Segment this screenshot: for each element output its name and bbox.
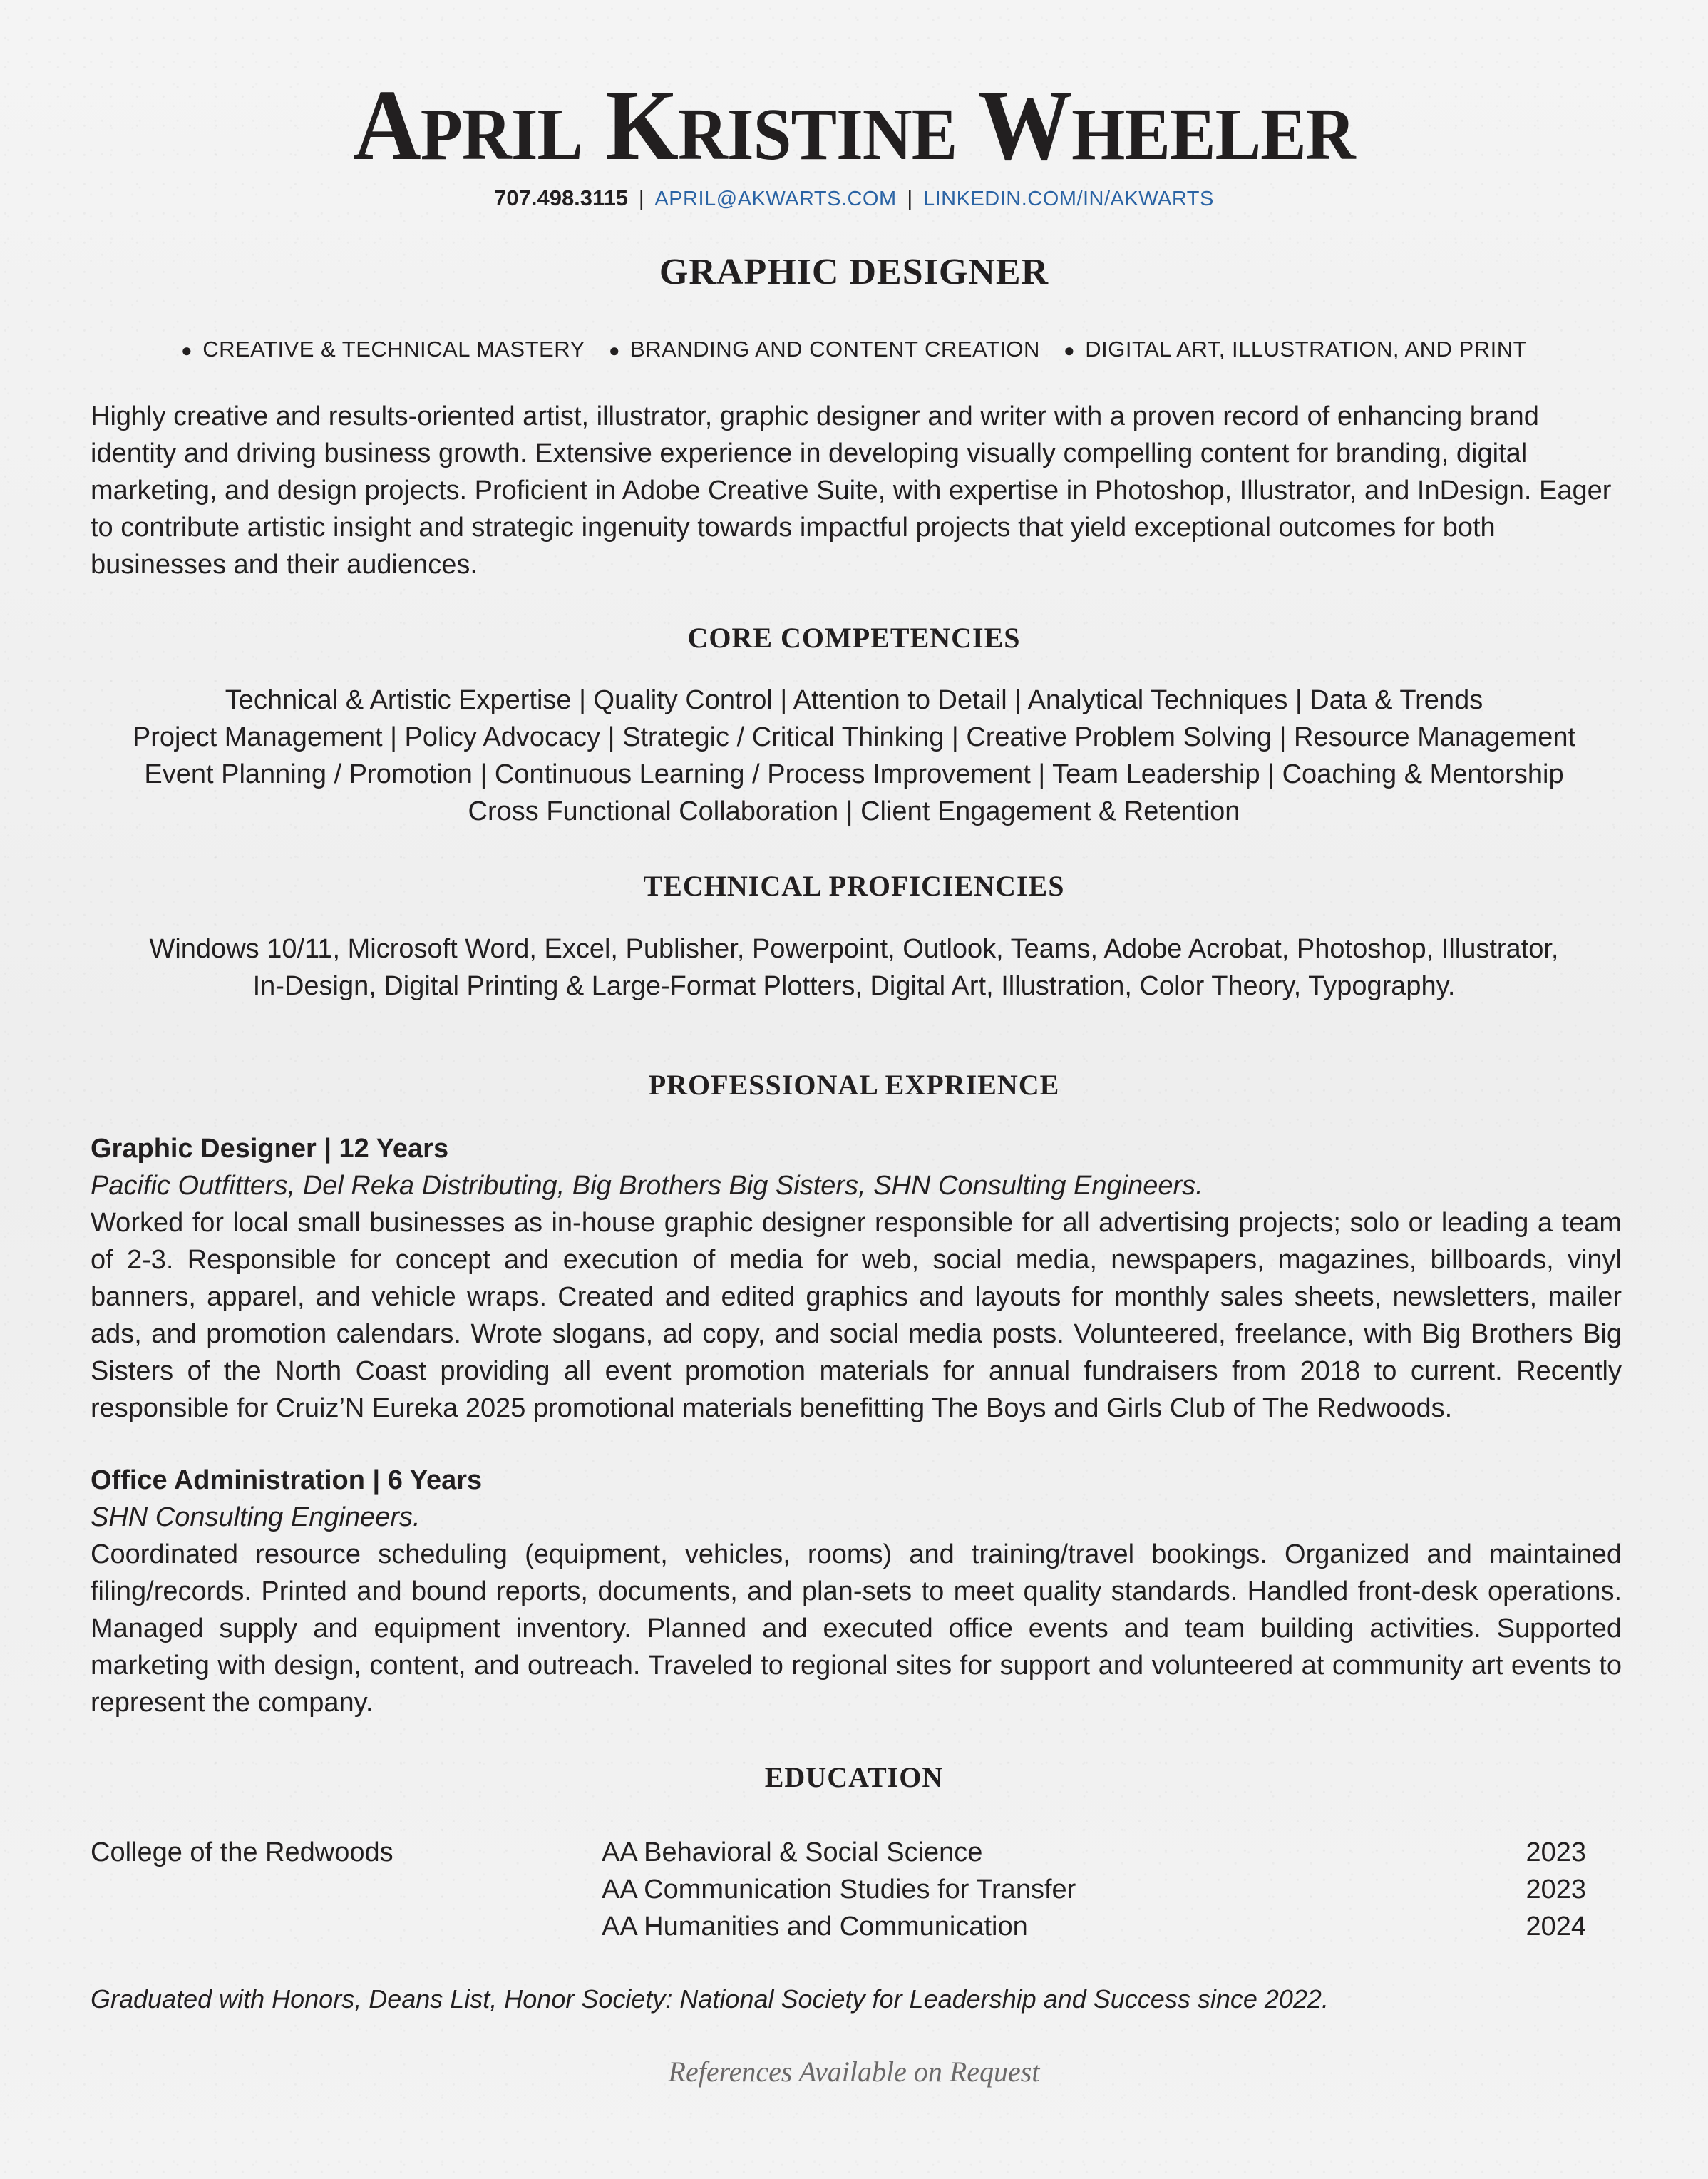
education-heading: EDUCATION: [764, 1761, 944, 1793]
experience-title: Graphic Designer | 12 Years: [91, 1134, 449, 1164]
experience-description: Worked for local small businesses as in-house graphic designer responsible for all advertising projects; solo or leading a team of 2-3. Responsible for concept and execution of media for web, social media, newspapers, magazines, billboards, vinyl banners, apparel, and vehicle wraps. Created and edited graphics and layouts for monthly sales sheets, newsletters, mailer ads, and promotion calendars. Wrote slogans, ad copy, and social media posts. Volunteered, freelance, with Big Brothers Big Sisters of the North Coast providing all event promotion materials for annual fundraisers from 2018 to current. Recently responsible for Cruiz’N Eureka 2025 promotional materials benefitting The Boys and Girls Club of The Redwoods.: [91, 1208, 1622, 1423]
competency-line: Technical & Artistic Expertise | Quality Control | Attention to Detail | Analytical Techniques | Data & Trends: [225, 685, 1483, 715]
education-row: [91, 1908, 1586, 1945]
experience-heading: PROFESSIONAL EXPRIENCE: [648, 1069, 1060, 1101]
experience-companies: Pacific Outfitters, Del Reka Distributing, Big Brothers Big Sisters, SHN Consulting Engineers.: [91, 1171, 1203, 1201]
specialty-item: ● BRANDING AND CONTENT CREATION: [608, 337, 1040, 362]
bullet-icon: ●: [1064, 339, 1076, 361]
education-year: 2024: [1526, 1912, 1586, 1942]
references-note: References Available on Request: [668, 2056, 1040, 2088]
technical-proficiencies-heading: TECHNICAL PROFICIENCIES: [643, 870, 1065, 902]
experience-entry-graphic-designer: [91, 1130, 1622, 1427]
bullet-icon: ●: [608, 339, 621, 361]
competency-line: Cross Functional Collaboration | Client Engagement & Retention: [468, 796, 1240, 826]
education-row: [91, 1834, 1586, 1871]
summary-paragraph: Highly creative and results-oriented artist, illustrator, graphic designer and writer with a proven record of enhancing brand identity and driving business growth. Extensive experience in developing visually compelling content for branding, digital marketing, and design projects. Proficient in Adobe Creative Suite, with expertise in Photoshop, Illustrator, and InDesign. Eager to contribute artistic insight and strategic ingenuity towards impactful projects that yield exceptional outcomes for both businesses and their audiences.: [91, 401, 1612, 580]
core-competencies-list: [0, 682, 1708, 830]
name-middle: KRISTINE: [605, 68, 957, 181]
name-first: APRIL: [353, 68, 583, 181]
specialty-item: ● DIGITAL ART, ILLUSTRATION, AND PRINT: [1064, 337, 1528, 362]
competency-line: Event Planning / Promotion | Continuous Learning / Process Improvement | Team Leadership | Coaching & Mentorship: [144, 759, 1564, 789]
education-degree: AA Communication Studies for Transfer: [602, 1875, 1076, 1904]
bullet-icon: ●: [180, 339, 193, 361]
education-degree: AA Behavioral & Social Science: [602, 1837, 983, 1867]
phone-number: 707.498.3115: [494, 185, 629, 210]
technical-proficiencies-list: [0, 930, 1708, 1005]
contact-line: [0, 184, 1708, 213]
core-competencies-heading: CORE COMPETENCIES: [687, 622, 1021, 654]
competency-line: Project Management | Policy Advocacy | Strategic / Critical Thinking | Creative Problem Solving | Resource Management: [132, 722, 1576, 752]
proficiency-line: In-Design, Digital Printing & Large-Format Plotters, Digital Art, Illustration, Color Theory, Typography.: [252, 971, 1456, 1001]
education-year: 2023: [1526, 1875, 1586, 1904]
experience-companies: SHN Consulting Engineers.: [91, 1502, 421, 1532]
candidate-name: [60, 68, 1648, 188]
linkedin-link[interactable]: LINKEDIN.COM/IN/AKWARTS: [922, 188, 1214, 210]
contact-separator: |: [907, 185, 913, 210]
education-table: [91, 1834, 1586, 1945]
contact-separator: |: [638, 185, 644, 210]
experience-title: Office Administration | 6 Years: [91, 1465, 483, 1495]
proficiency-line: Windows 10/11, Microsoft Word, Excel, Publisher, Powerpoint, Outlook, Teams, Adobe Acrobat, Photoshop, Illustrator,: [149, 934, 1559, 964]
specialty-item: ● CREATIVE & TECHNICAL MASTERY: [180, 337, 585, 362]
experience-description: Coordinated resource scheduling (equipment, vehicles, rooms) and training/travel bookings. Organized and maintained filing/records. Printed and bound reports, documents, and plan-sets to meet quality standards. Handled front-desk operations. Managed supply and equipment inventory. Planned and executed office events and team building activities. Supported marketing with design, content, and outreach. Traveled to regional sites for support and volunteered at community art events to represent the company.: [91, 1539, 1622, 1718]
experience-entry-office-administration: [91, 1462, 1622, 1721]
education-year: 2023: [1526, 1837, 1586, 1867]
specialties-list: [0, 335, 1708, 364]
email-link[interactable]: APRIL@AKWARTS.COM: [654, 188, 897, 210]
education-honors: Graduated with Honors, Deans List, Honor Society: National Society for Leadership and Success since 2022.: [91, 1984, 1329, 2014]
education-school: College of the Redwoods: [91, 1837, 393, 1867]
education-degree: AA Humanities and Communication: [602, 1912, 1028, 1942]
education-row: [91, 1871, 1586, 1908]
name-last: WHEELER: [977, 68, 1355, 181]
job-title-heading: GRAPHIC DESIGNER: [659, 252, 1049, 292]
